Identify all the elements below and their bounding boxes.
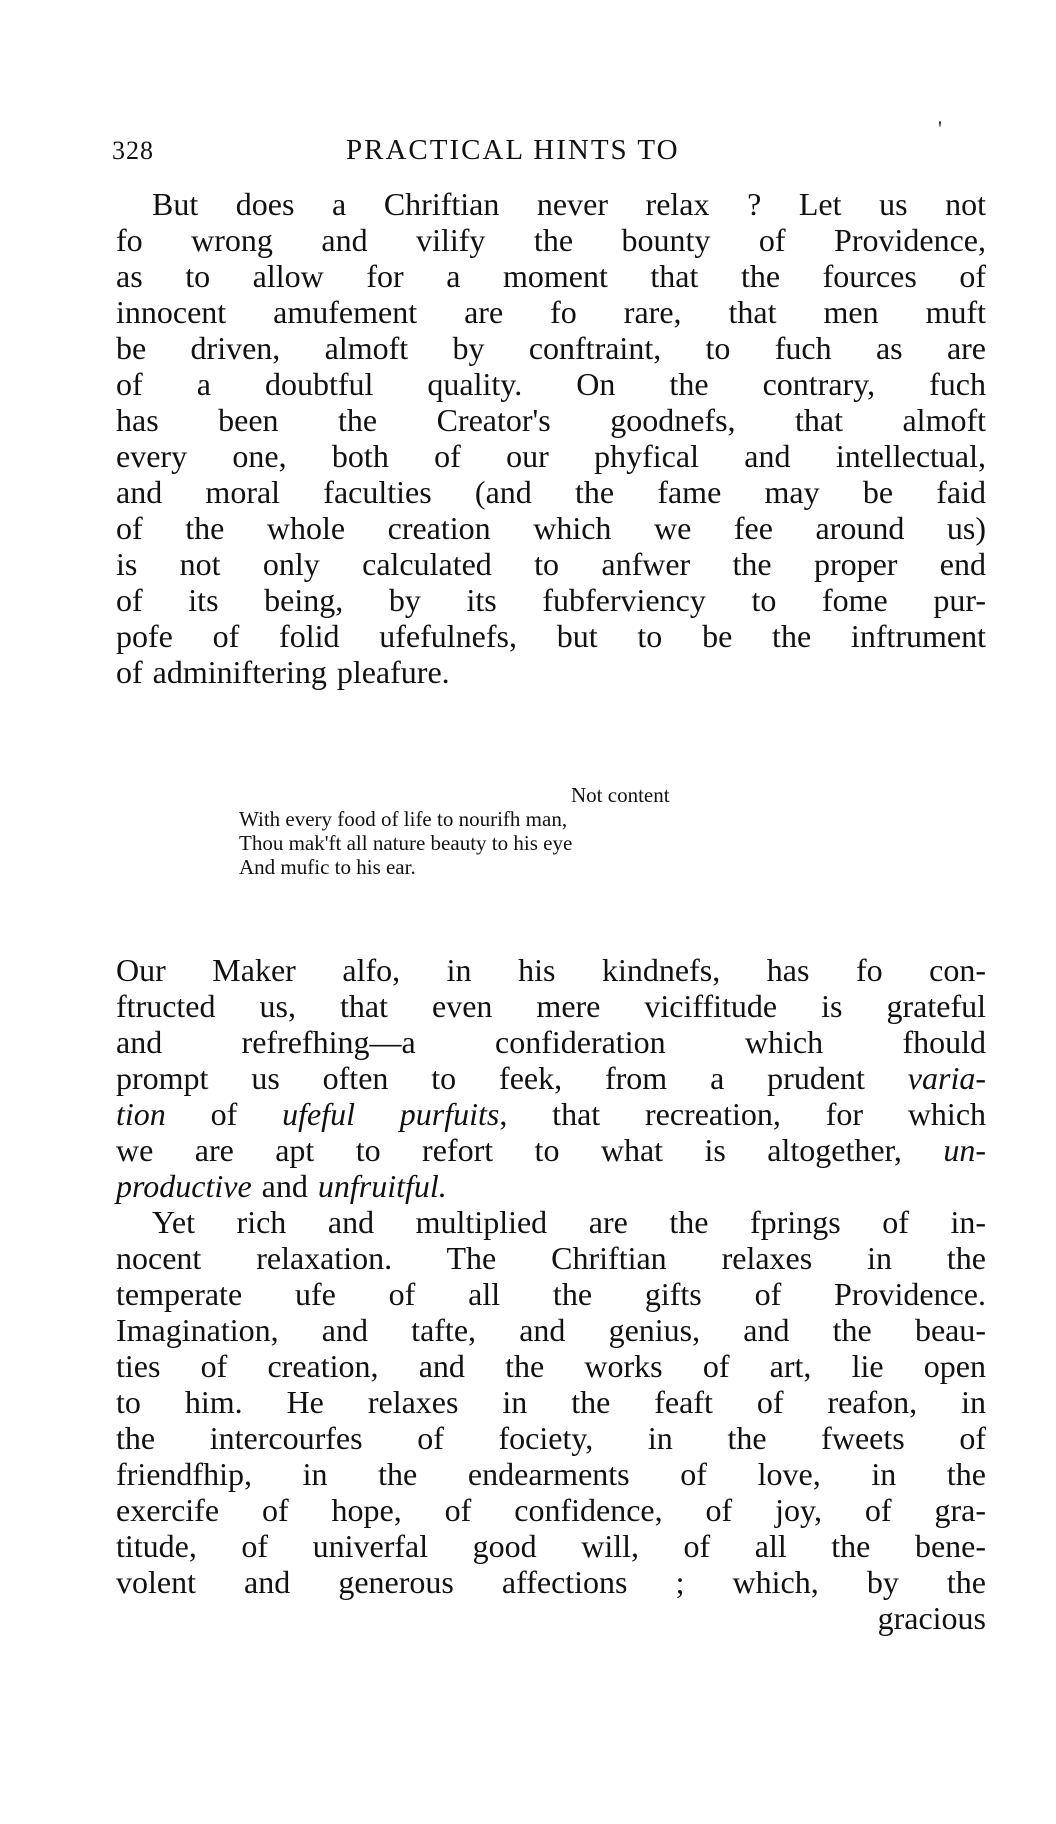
text-line [116,1096,986,1132]
text-line: be driven, almoft by conftraint, to fuch as are [116,330,986,366]
text-line [116,1060,986,1096]
text-line: innocent amufement are fo rare, that men muft [116,294,986,330]
text-line: Imagination, and tafte, and genius, and the beau- [116,1312,986,1348]
text-line: nocent relaxation. The Chriftian relaxes in the [116,1240,986,1276]
verse-line: Not content [571,783,670,807]
verse-line: And mufic to his ear. [239,855,416,879]
text-line [116,1168,986,1204]
text-line: and moral faculties (and the fame may be faid [116,474,986,510]
paragraph-2 [116,952,986,1636]
text-line: is not only calculated to anfwer the proper end [116,546,986,582]
text-line: and refrefhing—a confideration which fhould [116,1024,986,1060]
text-line: to him. He relaxes in the feaft of reafon, in [116,1384,986,1420]
running-head: PRACTICAL HINTS TO [346,134,680,166]
text-line: pofe of folid ufefulnefs, but to be the inftrument [116,618,986,654]
italic-run: tion [116,1096,166,1132]
text-line: has been the Creator's goodnefs, that almoft [116,402,986,438]
verse-line: Thou mak'ft all nature beauty to his eye [239,831,573,855]
verse-quotation [0,783,1056,879]
text-line: the intercourfes of fociety, in the fweets of [116,1420,986,1456]
text-run: and [251,1168,318,1204]
text-line: of the whole creation which we fee around us) [116,510,986,546]
text-line: ftructed us, that even mere viciffitude is grateful [116,988,986,1024]
italic-run: varia- [907,1060,986,1096]
text-run: we are apt to refort to what is altogether, [116,1132,944,1168]
text-line: as to allow for a moment that the fources of [116,258,986,294]
catchword: gracious [877,1600,986,1636]
margin-mark: ' [938,116,942,141]
text-line: Yet rich and multiplied are the fprings of in- [152,1204,986,1240]
text-line: temperate ufe of all the gifts of Providence. [116,1276,986,1312]
text-line: But does a Chriftian never relax ? Let us not [152,186,986,222]
page-number: 328 [112,136,154,165]
page-header [110,130,990,170]
text-line: every one, both of our phyfical and intellectual, [116,438,986,474]
text-line: of its being, by its fubferviency to fome pur- [116,582,986,618]
text-line: titude, of univerfal good will, of all the bene- [116,1528,986,1564]
text-line: of a doubtful quality. On the contrary, fuch [116,366,986,402]
text-run: , that recreation, for which [499,1096,987,1132]
text-line: fo wrong and vilify the bounty of Providence, [116,222,986,258]
text-line: Our Maker alfo, in his kindnefs, has fo con- [116,952,986,988]
text-line: exercife of hope, of confidence, of joy, of gra- [116,1492,986,1528]
text-line: ties of creation, and the works of art, lie open [116,1348,986,1384]
text-line [116,1132,986,1168]
paragraph-1 [116,186,986,690]
text-line: friendfhip, in the endearments of love, in the [116,1456,986,1492]
italic-run: ufeful purfuits [282,1096,500,1132]
text-line: of adminiftering pleafure. [116,654,450,690]
text-run: of [165,1096,283,1132]
italic-run: un- [943,1132,986,1168]
text-line: volent and generous affections ; which, by the [116,1564,986,1600]
italic-run: unfruitful. [317,1168,447,1204]
italic-run: productive [116,1168,252,1204]
text-run: prompt us often to feek, from a prudent [116,1060,908,1096]
verse-line: With every food of life to nourifh man, [239,807,568,831]
